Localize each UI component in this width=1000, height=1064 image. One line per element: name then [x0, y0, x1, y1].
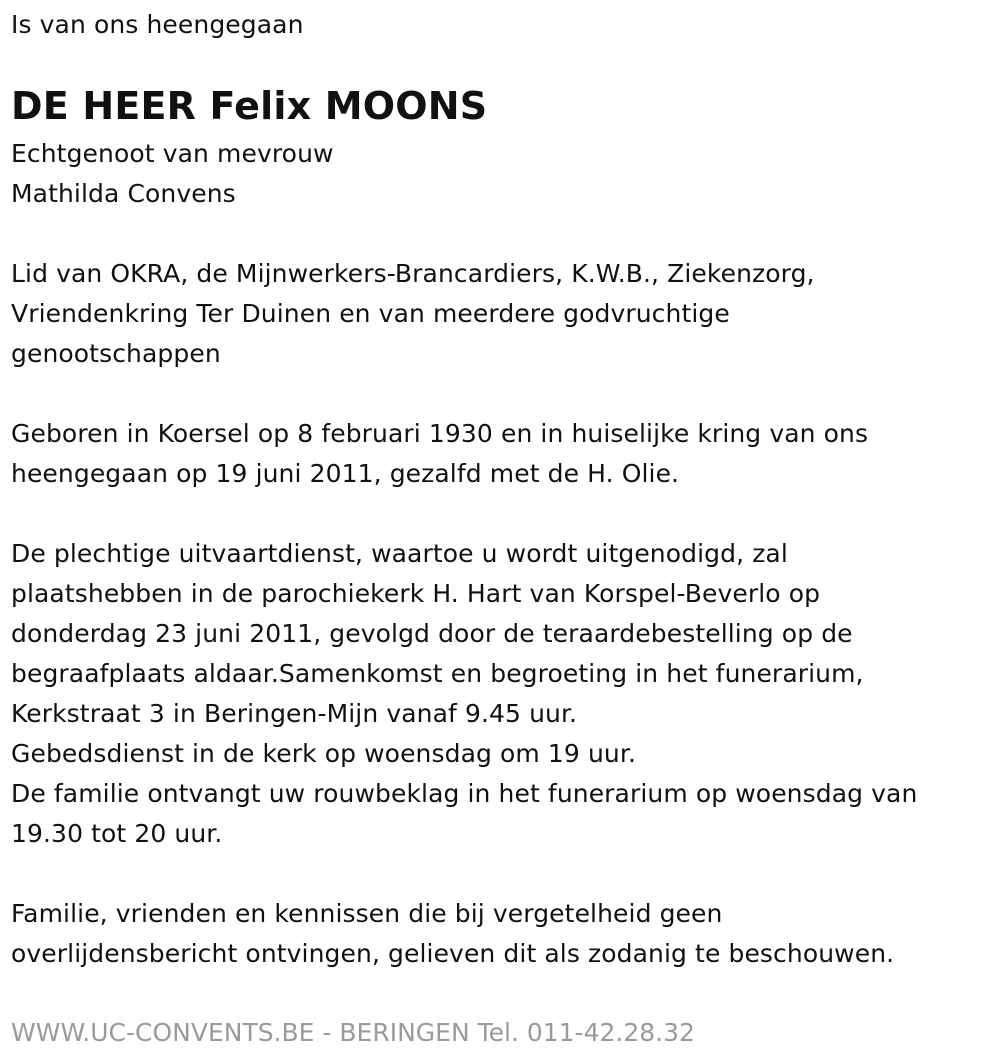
birth-death-section: [11, 414, 868, 494]
membership-line: Lid van OKRA, de Mijnwerkers-Brancardiers, K.W.B., Ziekenzorg,: [11, 259, 815, 288]
funeral-line: De plechtige uitvaartdienst, waartoe u wordt uitgenodigd, zal: [11, 539, 788, 568]
funeral-line: begraafplaats aldaar.Samenkomst en begroeting in het funerarium,: [11, 659, 864, 688]
spouse-line: Echtgenoot van mevrouw: [11, 139, 334, 168]
funeral-line: Gebedsdienst in de kerk op woensdag om 19 uur.: [11, 739, 636, 768]
funeral-line: De familie ontvangt uw rouwbeklag in het funerarium op woensdag van: [11, 779, 918, 808]
birth-death-line: heengegaan op 19 juni 2011, gezalfd met de H. Olie.: [11, 459, 680, 488]
notice-line: overlijdensbericht ontvingen, gelieven dit als zodanig te beschouwen.: [11, 939, 895, 968]
funeral-line: plaatshebben in de parochiekerk H. Hart van Korspel-Beverlo op: [11, 579, 821, 608]
funeral-line: donderdag 23 juni 2011, gevolgd door de teraardebestelling op de: [11, 619, 853, 648]
intro-text: Is van ons heengegaan: [11, 10, 304, 39]
notice-line: Familie, vrienden en kennissen die bij vergetelheid geen: [11, 899, 723, 928]
deceased-name: DE HEER Felix MOONS: [11, 84, 488, 128]
membership-line: Vriendenkring Ter Duinen en van meerdere godvruchtige: [11, 299, 730, 328]
funeral-section: [11, 534, 917, 854]
funeral-line: Kerkstraat 3 in Beringen-Mijn vanaf 9.45 uur.: [11, 699, 578, 728]
memberships-section: [11, 254, 815, 374]
birth-death-line: Geboren in Koersel op 8 februari 1930 en in huiselijke kring van ons: [11, 419, 869, 448]
notice-section: [11, 894, 894, 974]
funeral-line: 19.30 tot 20 uur.: [11, 819, 223, 848]
spouse-name: Mathilda Convens: [11, 179, 236, 208]
funeral-home-footer: WWW.UC-CONVENTS.BE - BERINGEN Tel. 011-42.28.32: [11, 1018, 695, 1047]
spouse-section: [11, 134, 334, 214]
membership-line: genootschappen: [11, 339, 221, 368]
